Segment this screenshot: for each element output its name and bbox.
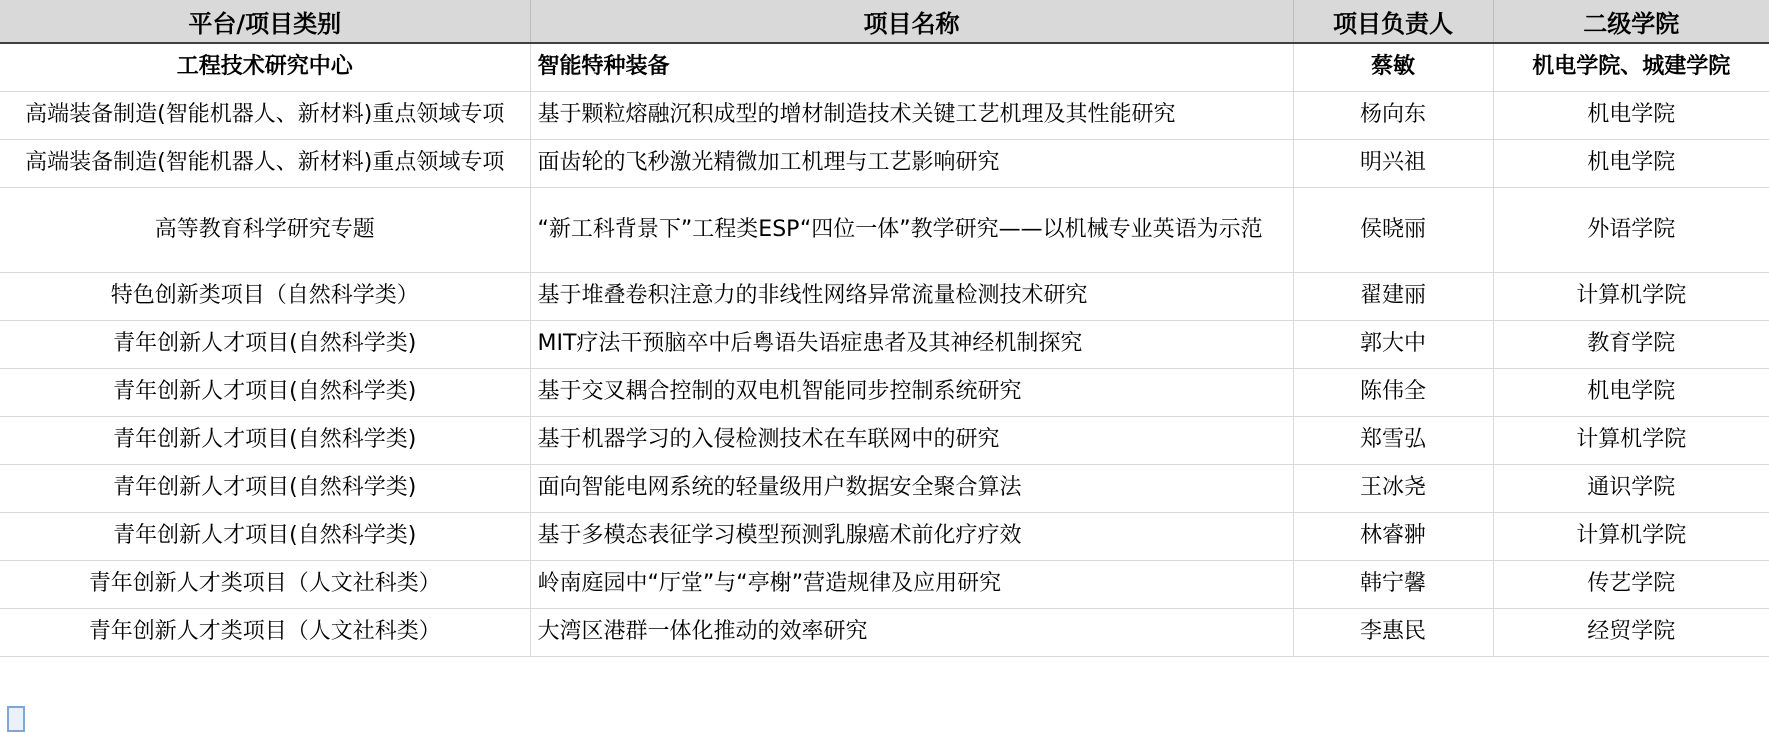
cell-category: 青年创新人才类项目（人文社科类）	[0, 561, 530, 609]
cell-leader: 陈伟全	[1293, 369, 1493, 417]
cell-category: 高等教育科学研究专题	[0, 188, 530, 273]
table-header	[0, 0, 1769, 43]
cell-leader: 郭大中	[1293, 321, 1493, 369]
cell-project-name: 基于多模态表征学习模型预测乳腺癌术前化疗疗效	[530, 513, 1293, 561]
cell-project-name: 面向智能电网系统的轻量级用户数据安全聚合算法	[530, 465, 1293, 513]
cell-leader: 侯晓丽	[1293, 188, 1493, 273]
table-row	[0, 513, 1769, 561]
cell-category: 工程技术研究中心	[0, 43, 530, 92]
col-header-college: 二级学院	[1493, 0, 1769, 43]
cell-project-name: 基于堆叠卷积注意力的非线性网络异常流量检测技术研究	[530, 273, 1293, 321]
cell-leader: 王冰尧	[1293, 465, 1493, 513]
cell-leader: 郑雪弘	[1293, 417, 1493, 465]
table-body	[0, 43, 1769, 657]
cell-college: 机电学院	[1493, 369, 1769, 417]
cell-leader: 明兴祖	[1293, 140, 1493, 188]
cell-project-name: 基于交叉耦合控制的双电机智能同步控制系统研究	[530, 369, 1293, 417]
cell-leader: 翟建丽	[1293, 273, 1493, 321]
cell-category: 青年创新人才项目(自然科学类)	[0, 417, 530, 465]
table-row	[0, 321, 1769, 369]
cell-leader: 杨向东	[1293, 92, 1493, 140]
col-header-category: 平台/项目类别	[0, 0, 530, 43]
table-row	[0, 273, 1769, 321]
cell-college: 教育学院	[1493, 321, 1769, 369]
cell-leader: 林睿翀	[1293, 513, 1493, 561]
table-row	[0, 465, 1769, 513]
table-row	[0, 609, 1769, 657]
table-row	[0, 561, 1769, 609]
cell-college: 计算机学院	[1493, 417, 1769, 465]
table-row	[0, 417, 1769, 465]
cell-category: 青年创新人才项目(自然科学类)	[0, 321, 530, 369]
cell-college: 机电学院	[1493, 92, 1769, 140]
cell-category: 青年创新人才类项目（人文社科类）	[0, 609, 530, 657]
cell-category: 青年创新人才项目(自然科学类)	[0, 513, 530, 561]
cut-off-blue-icon	[7, 706, 25, 732]
table-row	[0, 369, 1769, 417]
cell-project-name: 基于颗粒熔融沉积成型的增材制造技术关键工艺机理及其性能研究	[530, 92, 1293, 140]
cell-leader: 蔡敏	[1293, 43, 1493, 92]
cell-college: 计算机学院	[1493, 513, 1769, 561]
cell-leader: 李惠民	[1293, 609, 1493, 657]
cell-category: 青年创新人才项目(自然科学类)	[0, 465, 530, 513]
col-header-project-name: 项目名称	[530, 0, 1293, 43]
cell-project-name: “新工科背景下”工程类ESP“四位一体”教学研究——以机械专业英语为示范	[530, 188, 1293, 273]
table-row	[0, 188, 1769, 273]
cell-category: 高端装备制造(智能机器人、新材料)重点领域专项	[0, 92, 530, 140]
cell-category: 高端装备制造(智能机器人、新材料)重点领域专项	[0, 140, 530, 188]
cell-project-name: 基于机器学习的入侵检测技术在车联网中的研究	[530, 417, 1293, 465]
cell-college: 机电学院、城建学院	[1493, 43, 1769, 92]
header-row	[0, 0, 1769, 43]
cell-college: 经贸学院	[1493, 609, 1769, 657]
cell-category: 特色创新类项目（自然科学类）	[0, 273, 530, 321]
cell-project-name: 智能特种装备	[530, 43, 1293, 92]
cell-project-name: 大湾区港群一体化推动的效率研究	[530, 609, 1293, 657]
table-row	[0, 92, 1769, 140]
cell-project-name: 面齿轮的飞秒激光精微加工机理与工艺影响研究	[530, 140, 1293, 188]
cell-college: 外语学院	[1493, 188, 1769, 273]
cell-project-name: 岭南庭园中“厅堂”与“亭榭”营造规律及应用研究	[530, 561, 1293, 609]
cell-project-name: MIT疗法干预脑卒中后粤语失语症患者及其神经机制探究	[530, 321, 1293, 369]
cell-college: 计算机学院	[1493, 273, 1769, 321]
cell-category: 青年创新人才项目(自然科学类)	[0, 369, 530, 417]
cell-college: 通识学院	[1493, 465, 1769, 513]
table-row	[0, 43, 1769, 92]
col-header-leader: 项目负责人	[1293, 0, 1493, 43]
cell-leader: 韩宁馨	[1293, 561, 1493, 609]
cell-college: 传艺学院	[1493, 561, 1769, 609]
cell-college: 机电学院	[1493, 140, 1769, 188]
table-row	[0, 140, 1769, 188]
